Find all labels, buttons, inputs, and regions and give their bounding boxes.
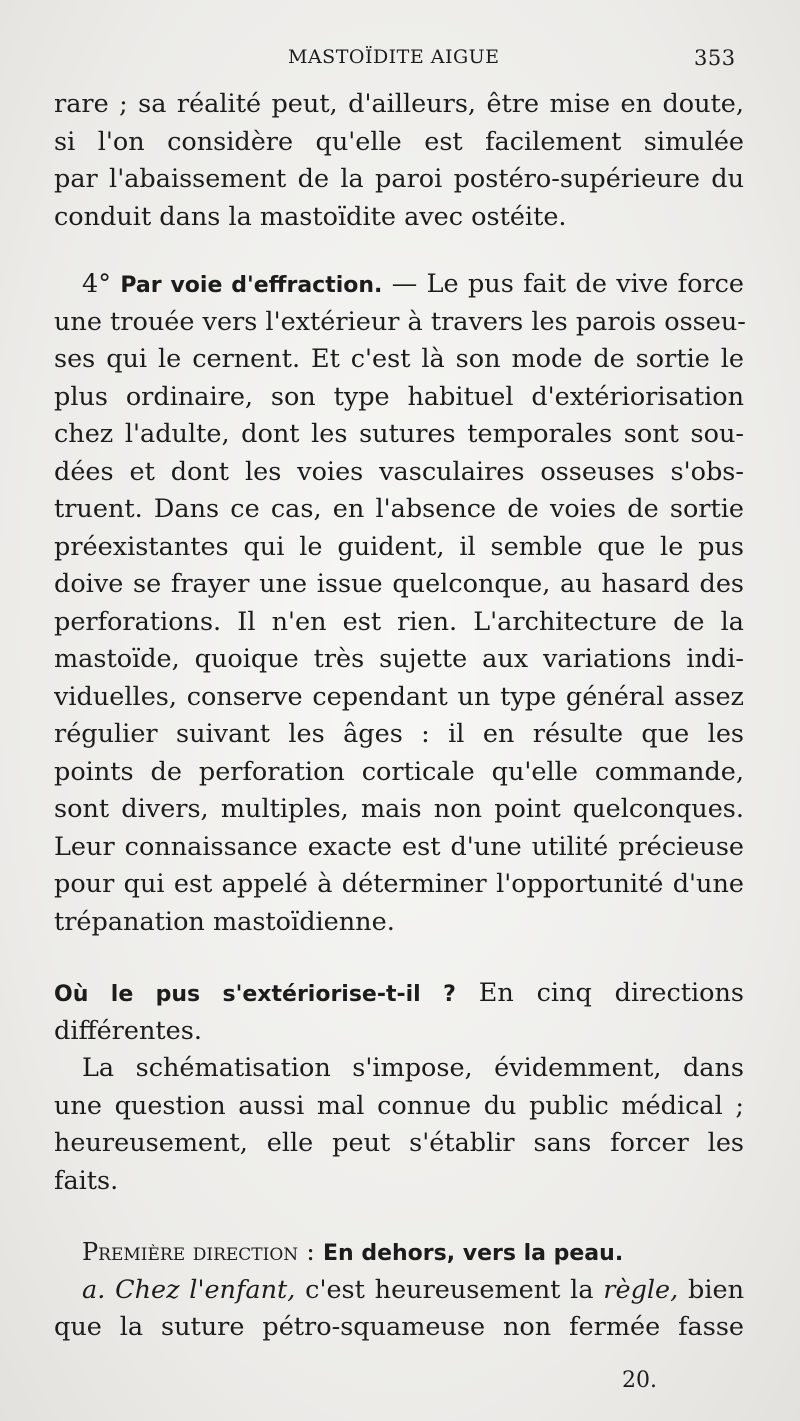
running-title: MASTOÏDITE AIGUE bbox=[288, 46, 500, 68]
text-line bbox=[54, 1272, 744, 1310]
text-line: Leur connaissance exacte est d'une utilité précieuse bbox=[54, 831, 744, 862]
paragraph-2 bbox=[54, 266, 744, 941]
text-line: mastoïde, quoique très sujette aux variations indi- bbox=[54, 644, 744, 674]
text-line: rare ; sa réalité peut, d'ailleurs, être mise en doute, bbox=[54, 89, 744, 119]
text-run: — Le pus fait de vive force bbox=[391, 269, 744, 299]
text-line: viduelles, conserve cependant un type général assez bbox=[54, 681, 744, 712]
text-line: chez l'adulte, dont les sutures temporales sont sou- bbox=[54, 419, 744, 449]
text-line bbox=[54, 266, 744, 304]
text-line: dées et dont les voies vasculaires osseuses s'obs- bbox=[54, 456, 744, 487]
text-line: par l'abaissement de la paroi postéro-supérieure du bbox=[54, 164, 744, 194]
text-line: doive se frayer une issue quelconque, au hasard des bbox=[54, 569, 744, 599]
text-line bbox=[54, 975, 744, 1013]
text-line: conduit dans la mastoïdite avec ostéite. bbox=[54, 201, 567, 232]
text-line: heureusement, elle peut s'établir sans forcer les bbox=[54, 1128, 744, 1158]
text-line: plus ordinaire, son type habituel d'extériorisation bbox=[54, 381, 744, 412]
text-run: c'est heureusement la bbox=[305, 1274, 594, 1305]
section-number: 4° bbox=[82, 269, 111, 299]
text-run: bien bbox=[688, 1274, 745, 1305]
text-line: sont divers, multiples, mais non point quelconques. bbox=[54, 794, 744, 824]
running-head bbox=[0, 40, 800, 76]
body-text bbox=[54, 86, 744, 1347]
text-line: La schématisation s'impose, évidemment, dans bbox=[82, 1053, 744, 1083]
paragraph-gap bbox=[54, 1200, 744, 1234]
section-heading: Où le pus s'extériorise-t-il ? bbox=[54, 982, 456, 1007]
paragraph-4 bbox=[54, 1050, 744, 1200]
text-line: que la suture pétro-squameuse non fermée fasse bbox=[54, 1312, 744, 1342]
paragraph-gap bbox=[54, 941, 744, 975]
text-line: perforations. Il n'en est rien. L'architecture de la bbox=[54, 606, 744, 637]
text-line: pour qui est appelé à déterminer l'opportunité d'une bbox=[54, 869, 744, 899]
text-line: truent. Dans ce cas, en l'absence de voies de sortie bbox=[54, 494, 744, 524]
text-line: Première direction : En dehors, vers la peau. bbox=[82, 1237, 624, 1267]
text-line: préexistantes qui le guident, il semble que le pus bbox=[54, 531, 744, 562]
text-line: si l'on considère qu'elle est facilement simulée bbox=[54, 126, 744, 157]
text-run: En cinq directions bbox=[478, 978, 744, 1008]
text-line: une question aussi mal connue du public médical ; bbox=[54, 1090, 744, 1121]
text-line: points de perforation corticale qu'elle commande, bbox=[54, 756, 744, 787]
text-line: ses qui le cernent. Et c'est là son mode de sortie le bbox=[54, 344, 744, 374]
signature-mark: 20. bbox=[622, 1368, 657, 1393]
section-heading: En dehors, vers la peau. bbox=[322, 1241, 624, 1266]
paragraph-3 bbox=[54, 975, 744, 1050]
direction-label: Première direction bbox=[82, 1238, 299, 1266]
text-line: une trouée vers l'extérieur à travers les parois osseu- bbox=[54, 306, 746, 337]
italic-run: règle, bbox=[603, 1274, 679, 1305]
text-line: faits. bbox=[54, 1165, 119, 1196]
list-marker: a. bbox=[82, 1274, 106, 1305]
italic-run: Chez l'enfant, bbox=[115, 1274, 296, 1305]
paragraph-1 bbox=[54, 86, 744, 236]
text-line: régulier suivant les âges : il en résulte que les bbox=[54, 719, 744, 749]
text-line: différentes. bbox=[54, 1015, 202, 1046]
paragraph-5 bbox=[54, 1234, 744, 1347]
section-heading: Par voie d'effraction. bbox=[120, 273, 383, 298]
page-number: 353 bbox=[694, 46, 736, 70]
text-line: trépanation mastoïdienne. bbox=[54, 906, 395, 937]
paragraph-gap bbox=[54, 236, 744, 266]
